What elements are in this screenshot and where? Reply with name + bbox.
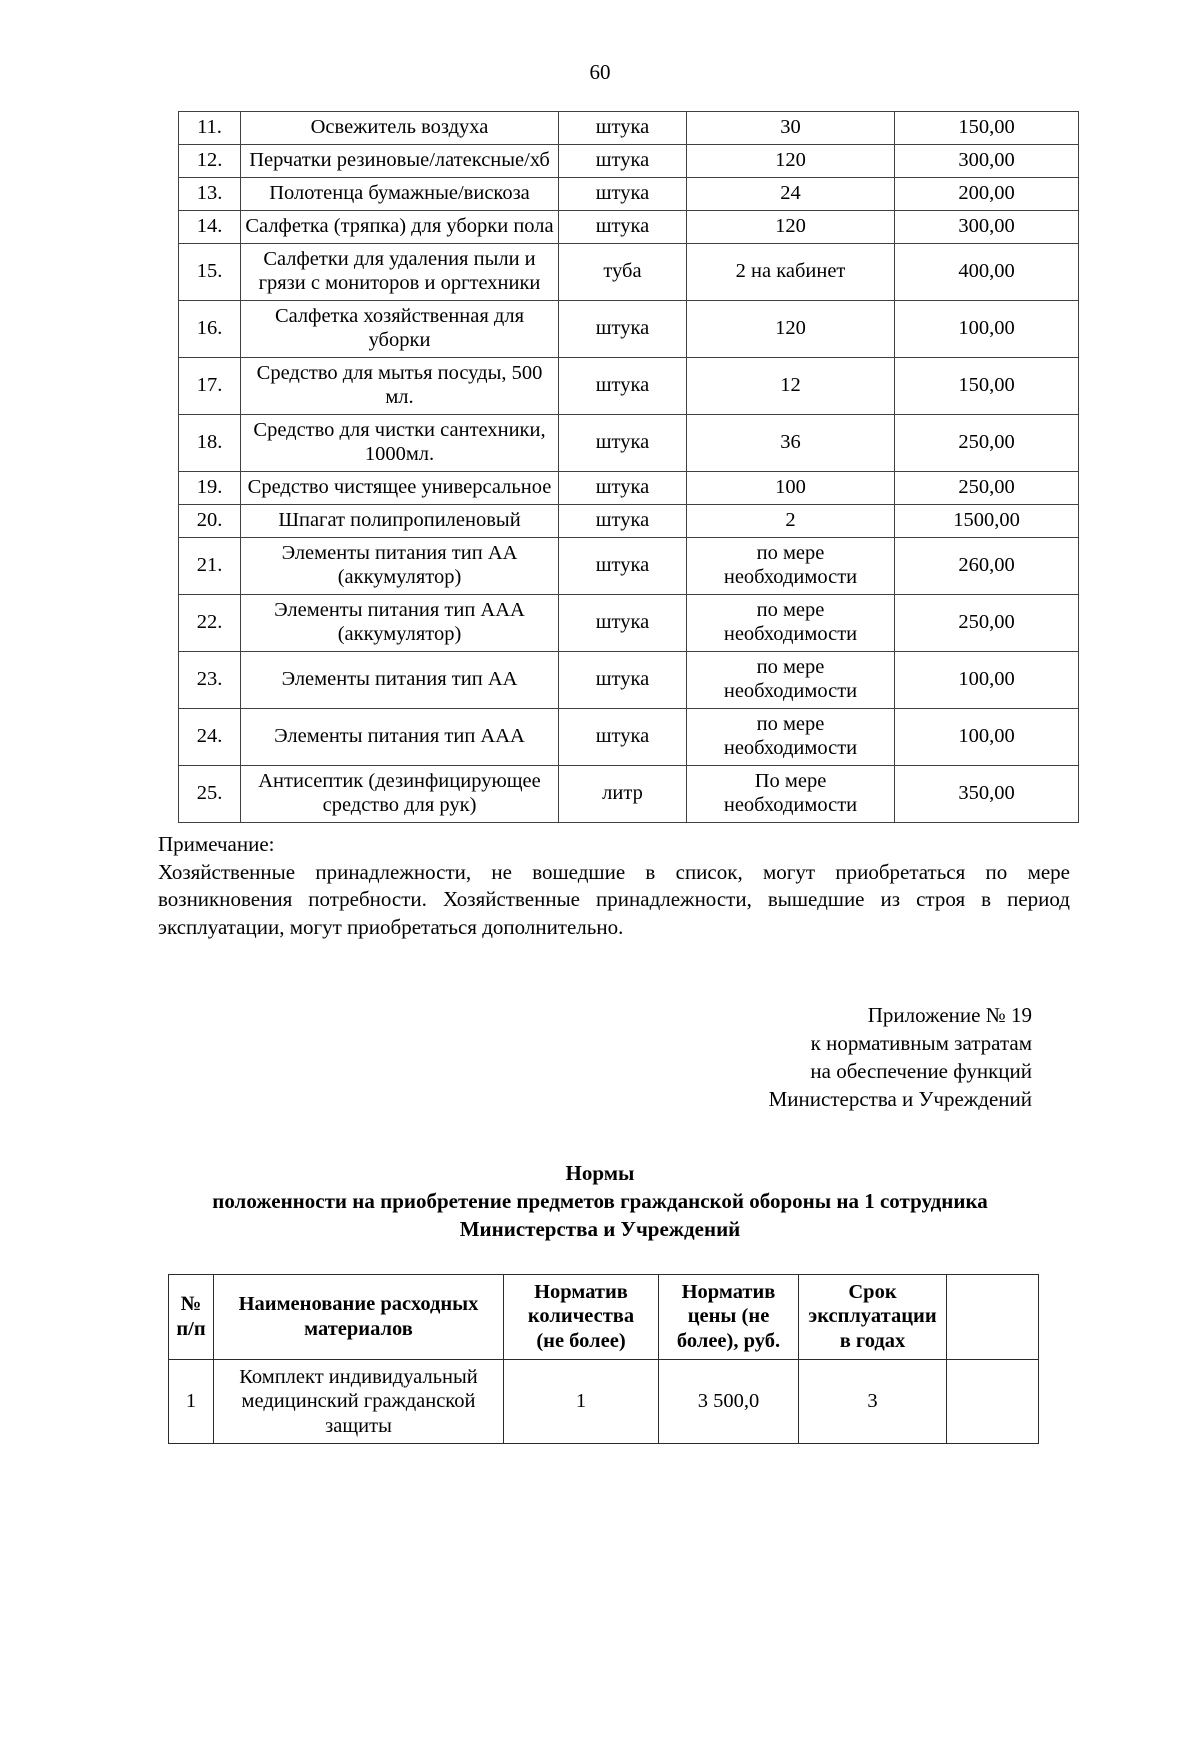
row-unit: штука xyxy=(559,144,687,177)
header-term-line-3: в годах xyxy=(839,1329,906,1352)
row-price: 250,00 xyxy=(895,471,1079,504)
row-quantity: 2 на кабинет xyxy=(687,243,895,300)
row-name: Средство для мытья посуды, 500 мл. xyxy=(241,357,559,414)
row-unit: штука xyxy=(559,504,687,537)
row-number: 22. xyxy=(179,594,241,651)
norms-title-line-1: Нормы xyxy=(565,1161,635,1185)
note-section xyxy=(0,831,1200,943)
row-unit: штука xyxy=(559,357,687,414)
row-name: Средство чистящее универсальное xyxy=(241,471,559,504)
row-quantity: по мере необходимости xyxy=(687,651,895,708)
row-number: 14. xyxy=(179,210,241,243)
row-name: Салфетки для удаления пыли и грязи с мониторов и оргтехники xyxy=(241,243,559,300)
row-name: Салфетка (тряпка) для уборки пола xyxy=(241,210,559,243)
header-price-line-1: Норматив xyxy=(681,1280,776,1303)
table-row xyxy=(179,243,1079,300)
header-term-line-2: эксплуатации xyxy=(808,1305,937,1328)
appendix-line-4: Министерства и Учреждений xyxy=(768,1087,1032,1112)
row-number: 20. xyxy=(179,504,241,537)
header-number xyxy=(169,1274,214,1359)
appendix-line-1: Приложение № 19 xyxy=(867,1003,1032,1028)
table-row xyxy=(179,112,1079,145)
row-unit: туба xyxy=(559,243,687,300)
row-number: 21. xyxy=(179,537,241,594)
row-quantity: 12 xyxy=(687,357,895,414)
row-number: 11. xyxy=(179,112,241,145)
row-quantity: 36 xyxy=(687,414,895,471)
row-price: 300,00 xyxy=(895,210,1079,243)
row-quantity: по мере необходимости xyxy=(687,537,895,594)
row-price: 200,00 xyxy=(895,177,1079,210)
row-name: Средство для чистки сантехники, 1000мл. xyxy=(241,414,559,471)
row-name: Освежитель воздуха xyxy=(241,112,559,145)
table-row xyxy=(169,1359,1039,1444)
row-unit: штука xyxy=(559,210,687,243)
header-quantity xyxy=(504,1274,659,1359)
supplies-table-body xyxy=(179,112,1079,823)
row-unit: штука xyxy=(559,177,687,210)
row-quantity: 24 xyxy=(687,177,895,210)
row-unit: штука xyxy=(559,651,687,708)
header-name: Наименование расходных материалов xyxy=(214,1274,504,1359)
row-name: Элементы питания тип ААА (аккумулятор) xyxy=(241,594,559,651)
header-price-line-3: более), руб. xyxy=(676,1329,781,1352)
civil-defense-table xyxy=(168,1274,1039,1445)
row-name: Антисептик (дезинфицирующее средство для рук) xyxy=(241,765,559,822)
header-quantity-line-1: Норматив xyxy=(534,1280,628,1303)
row-term: 3 xyxy=(799,1359,947,1444)
table-row xyxy=(179,210,1079,243)
row-number: 1 xyxy=(169,1359,214,1444)
table-row xyxy=(179,651,1079,708)
row-name: Полотенца бумажные/вискоза xyxy=(241,177,559,210)
row-number: 19. xyxy=(179,471,241,504)
row-quantity: 120 xyxy=(687,144,895,177)
header-quantity-line-2: количества xyxy=(527,1305,635,1328)
row-price: 150,00 xyxy=(895,112,1079,145)
table-row xyxy=(179,300,1079,357)
table-row xyxy=(179,765,1079,822)
row-number: 15. xyxy=(179,243,241,300)
row-quantity: 1 xyxy=(504,1359,659,1444)
row-unit: штука xyxy=(559,414,687,471)
row-unit: штука xyxy=(559,300,687,357)
norms-title xyxy=(0,1160,1200,1244)
page-number: 60 xyxy=(589,60,611,84)
norms-title-line-3: Министерства и Учреждений xyxy=(459,1216,741,1241)
row-quantity: По мере необходимости xyxy=(687,765,895,822)
header-price-line-2: цены (не xyxy=(687,1305,770,1328)
row-number: 16. xyxy=(179,300,241,357)
table-row xyxy=(179,357,1079,414)
row-name: Элементы питания тип АА xyxy=(241,651,559,708)
appendix-line-3: на обеспечение функций xyxy=(810,1059,1032,1084)
row-name: Перчатки резиновые/латексные/хб xyxy=(241,144,559,177)
document-page xyxy=(0,62,1200,1759)
row-price: 250,00 xyxy=(895,414,1079,471)
note-label: Примечание: xyxy=(158,831,275,856)
row-price: 300,00 xyxy=(895,144,1079,177)
table-row xyxy=(179,594,1079,651)
row-number: 18. xyxy=(179,414,241,471)
row-quantity: 30 xyxy=(687,112,895,145)
row-number: 25. xyxy=(179,765,241,822)
row-quantity: 2 xyxy=(687,504,895,537)
header-number-line-1: № xyxy=(180,1293,202,1316)
row-unit: штука xyxy=(559,594,687,651)
row-number: 24. xyxy=(179,708,241,765)
row-price: 150,00 xyxy=(895,357,1079,414)
row-unit: штука xyxy=(559,112,687,145)
header-quantity-line-3: (не более) xyxy=(536,1329,626,1352)
row-name: Комплект индивидуальный медицинский гражданской защиты xyxy=(214,1359,504,1444)
row-quantity: по мере необходимости xyxy=(687,594,895,651)
row-name: Шпагат полипропиленовый xyxy=(241,504,559,537)
supplies-table-container xyxy=(0,111,1200,823)
row-quantity: по мере необходимости xyxy=(687,708,895,765)
row-price: 3 500,0 xyxy=(659,1359,799,1444)
table-row xyxy=(179,471,1079,504)
row-number: 23. xyxy=(179,651,241,708)
row-price: 400,00 xyxy=(895,243,1079,300)
row-unit: штука xyxy=(559,537,687,594)
table-row xyxy=(179,177,1079,210)
table-row xyxy=(179,414,1079,471)
appendix-header xyxy=(0,1002,1200,1114)
table-row xyxy=(179,537,1079,594)
supplies-table xyxy=(178,111,1079,823)
civil-defense-table-body xyxy=(169,1274,1039,1444)
row-name: Салфетка хозяйственная для уборки xyxy=(241,300,559,357)
row-name: Элементы питания тип ААА xyxy=(241,708,559,765)
table-row xyxy=(179,144,1079,177)
header-term-line-1: Срок xyxy=(848,1280,897,1303)
row-price: 1500,00 xyxy=(895,504,1079,537)
norms-title-line-2: положенности на приобретение предметов гражданской обороны на 1 сотрудника xyxy=(212,1188,988,1213)
header-number-line-2: п/п xyxy=(176,1317,206,1340)
row-empty xyxy=(947,1359,1039,1444)
row-quantity: 100 xyxy=(687,471,895,504)
row-quantity: 120 xyxy=(687,210,895,243)
row-price: 250,00 xyxy=(895,594,1079,651)
row-quantity: 120 xyxy=(687,300,895,357)
row-number: 13. xyxy=(179,177,241,210)
civil-defense-table-container xyxy=(0,1274,1200,1445)
row-price: 350,00 xyxy=(895,765,1079,822)
row-number: 17. xyxy=(179,357,241,414)
row-name: Элементы питания тип АА (аккумулятор) xyxy=(241,537,559,594)
row-price: 100,00 xyxy=(895,708,1079,765)
row-price: 260,00 xyxy=(895,537,1079,594)
table-header-row xyxy=(169,1274,1039,1359)
row-unit: штука xyxy=(559,708,687,765)
row-price: 100,00 xyxy=(895,651,1079,708)
row-number: 12. xyxy=(179,144,241,177)
header-price xyxy=(659,1274,799,1359)
header-term xyxy=(799,1274,947,1359)
appendix-line-2: к нормативным затратам xyxy=(810,1031,1032,1056)
note-text: Хозяйственные принадлежности, не вошедшие в список, могут приобретаться по мере возникновения потребности. Хозяйственные принадлежности, вышедшие из строя в период эксплуатации, могут приобретаться дополнительно. xyxy=(158,859,1070,940)
row-unit: штука xyxy=(559,471,687,504)
row-price: 100,00 xyxy=(895,300,1079,357)
table-row xyxy=(179,504,1079,537)
row-unit: литр xyxy=(559,765,687,822)
table-row xyxy=(179,708,1079,765)
header-empty xyxy=(947,1274,1039,1359)
